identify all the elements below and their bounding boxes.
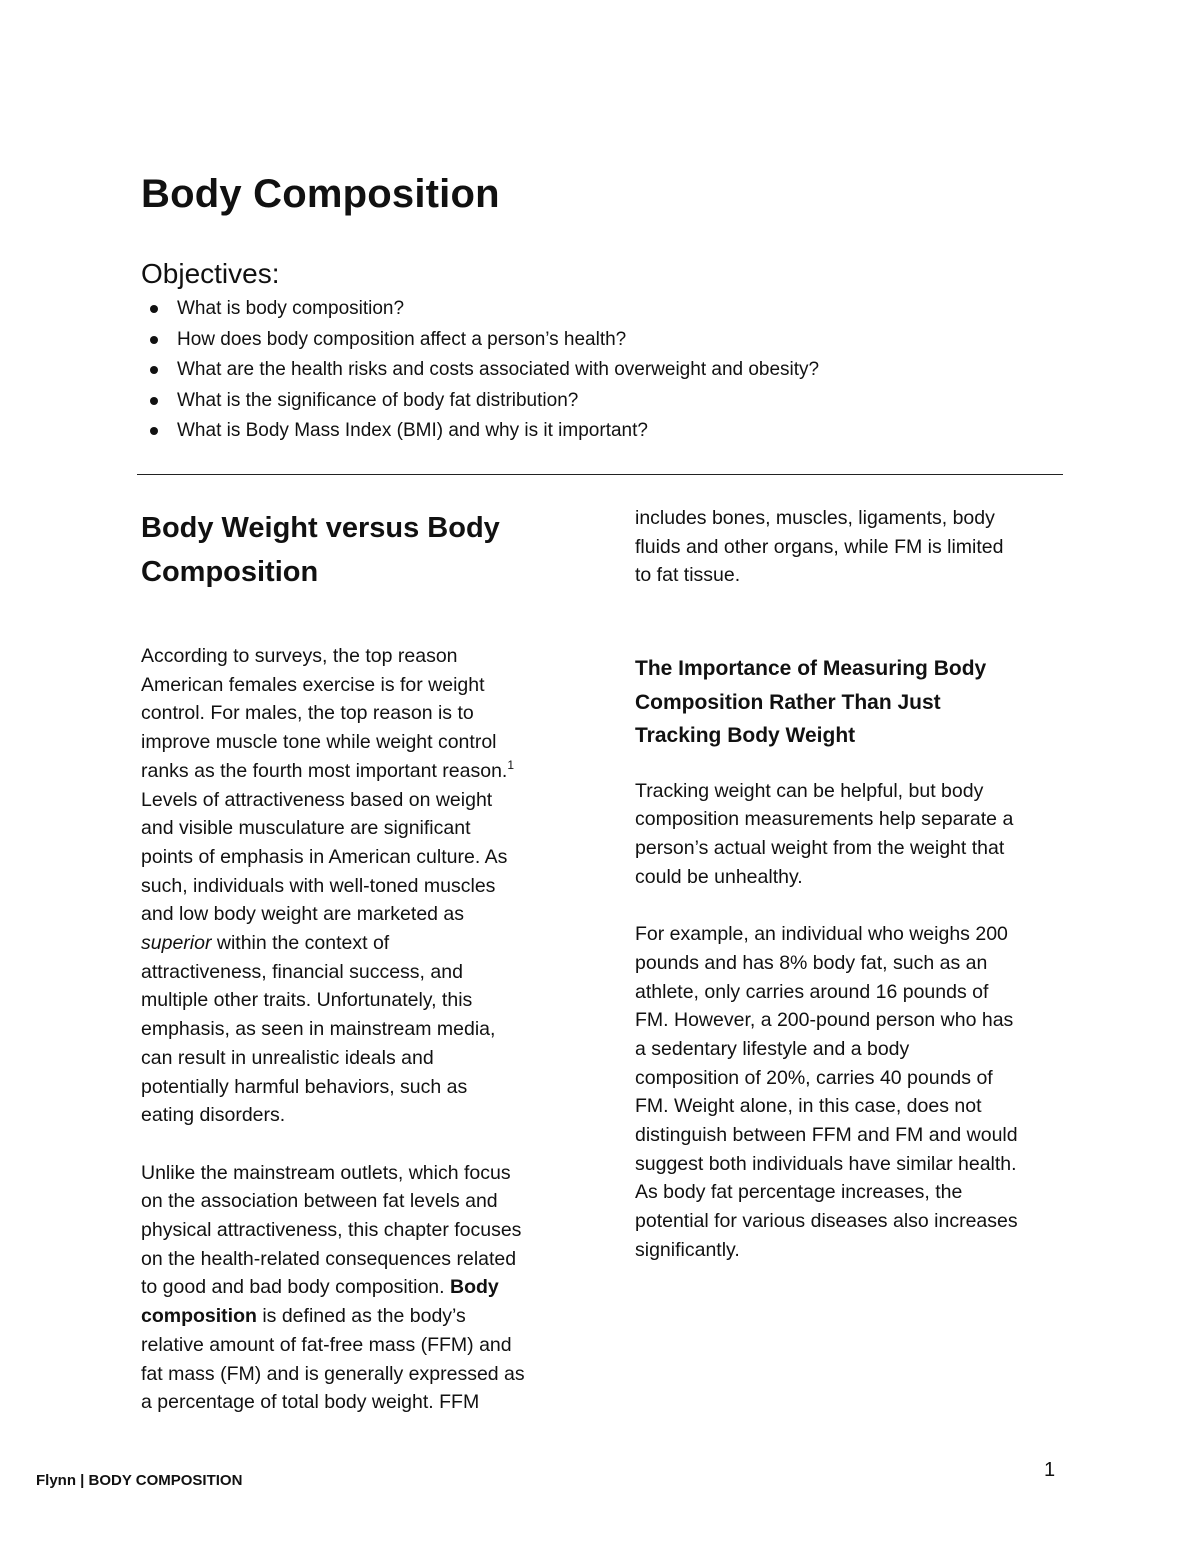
text-line: significantly. [635, 1238, 740, 1261]
text-line: control. For males, the top reason is to [141, 702, 474, 725]
text-line: includes bones, muscles, ligaments, body [635, 507, 995, 529]
heading-line: Body Weight versus Body [141, 512, 500, 544]
text-line: fat mass (FM) and is generally expressed as [141, 1362, 525, 1385]
text-line: FM. Weight alone, in this case, does not [635, 1095, 982, 1118]
left-column [141, 506, 581, 1417]
text-line: For example, an individual who weighs 200 [635, 923, 1008, 946]
page-footer: Flynn | BODY COMPOSITION [36, 1472, 243, 1489]
spacer [635, 590, 1075, 652]
paragraph-definition [141, 1159, 581, 1417]
objective-text: What is body composition? [177, 298, 405, 319]
text-line [141, 1302, 581, 1331]
bold-term: composition [141, 1305, 257, 1328]
page-number: 1 [1044, 1459, 1056, 1481]
objective-text: What is the significance of body fat distribution? [177, 389, 579, 411]
text-line: As body fat percentage increases, the [635, 1181, 963, 1204]
paragraph-continuation [635, 504, 1075, 590]
text-line: points of emphasis in American culture. As [141, 845, 508, 868]
text-line: relative amount of fat-free mass (FFM) and [141, 1333, 512, 1356]
objectives-heading: Objectives: [141, 258, 280, 289]
page-title: Body Composition [141, 172, 500, 216]
bullet-icon [150, 366, 158, 374]
text-line: a sedentary lifestyle and a body [635, 1037, 910, 1060]
objective-text: How does body composition affect a person’s health? [177, 328, 627, 350]
bullet-icon [150, 305, 158, 313]
spacer [141, 1130, 581, 1159]
section-divider [137, 474, 1063, 475]
text-line: pounds and has 8% body fat, such as an [635, 951, 988, 974]
section-heading [141, 506, 581, 594]
text-line: could be unhealthy. [635, 865, 803, 888]
text-line [141, 929, 581, 958]
text-line: on the association between fat levels and [141, 1190, 498, 1213]
text-line: attractiveness, financial success, and [141, 960, 463, 983]
heading-line: Composition [141, 556, 319, 588]
text-line: suggest both individuals have similar health. [635, 1152, 1017, 1175]
list-item [141, 325, 819, 356]
italic-term: superior [141, 932, 212, 955]
objectives-list [141, 294, 819, 447]
subsection-heading [635, 652, 1075, 753]
paragraph-tracking [635, 777, 1075, 892]
text-line: can result in unrealistic ideals and [141, 1046, 434, 1069]
text-fragment: within the context of [211, 932, 390, 955]
spacer [141, 594, 581, 642]
text-line: potential for various diseases also increases [635, 1210, 1018, 1233]
text-line [141, 757, 581, 786]
text-line: According to surveys, the top reason [141, 645, 458, 667]
objective-text: What is Body Mass Index (BMI) and why is it important? [177, 420, 648, 441]
text-line: emphasis, as seen in mainstream media, [141, 1018, 496, 1041]
list-item [141, 355, 819, 386]
text-line: and visible musculature are significant [141, 817, 471, 840]
list-item [141, 294, 819, 325]
text-line: person’s actual weight from the weight that [635, 837, 1005, 860]
text-line: eating disorders. [141, 1104, 286, 1127]
list-item [141, 416, 819, 447]
bold-term: Body [449, 1276, 499, 1299]
text-line: and low body weight are marketed as [141, 903, 465, 926]
text-line: Unlike the mainstream outlets, which focus [141, 1161, 511, 1184]
text-line [141, 1273, 581, 1302]
text-line: FM. However, a 200-pound person who has [635, 1009, 1014, 1032]
text-line: distinguish between FFM and FM and would [635, 1124, 1018, 1147]
text-fragment: ranks as the fourth most important reason. [141, 759, 508, 782]
text-fragment: is defined as the body’s [256, 1305, 466, 1328]
text-line: composition of 20%, carries 40 pounds of [635, 1066, 993, 1089]
text-line: composition measurements help separate a [635, 808, 1014, 831]
text-line: physical attractiveness, this chapter focuses [141, 1219, 522, 1242]
bullet-icon [150, 397, 158, 405]
text-line: improve muscle tone while weight control [141, 731, 497, 754]
text-line: American females exercise is for weight [141, 673, 485, 696]
text-fragment: to good and bad body composition. [141, 1276, 450, 1299]
right-column [635, 504, 1075, 1265]
text-line: fluids and other organs, while FM is limited [635, 535, 1004, 558]
text-line: potentially harmful behaviors, such as [141, 1075, 468, 1098]
text-line: athlete, only carries around 16 pounds of [635, 980, 989, 1003]
text-line: Tracking weight can be helpful, but body [635, 779, 984, 802]
text-line: a percentage of total body weight. FFM [141, 1391, 480, 1414]
text-line: to fat tissue. [635, 564, 741, 587]
text-line: on the health-related consequences related [141, 1247, 517, 1270]
heading-line: The Importance of Measuring Body [635, 657, 987, 681]
bullet-icon [150, 427, 158, 435]
list-item [141, 386, 819, 417]
text-line: Levels of attractiveness based on weight [141, 788, 493, 811]
text-line: multiple other traits. Unfortunately, this [141, 989, 473, 1012]
spacer [635, 753, 1075, 777]
heading-line: Composition Rather Than Just [635, 690, 941, 714]
heading-line: Tracking Body Weight [635, 724, 856, 748]
spacer [635, 891, 1075, 920]
objective-text: What are the health risks and costs associated with overweight and obesity? [177, 359, 820, 380]
paragraph-surveys [141, 642, 581, 1130]
footnote-marker: 1 [507, 757, 515, 772]
bullet-icon [150, 336, 158, 344]
paragraph-example [635, 920, 1075, 1264]
text-line: such, individuals with well-toned muscles [141, 874, 496, 897]
